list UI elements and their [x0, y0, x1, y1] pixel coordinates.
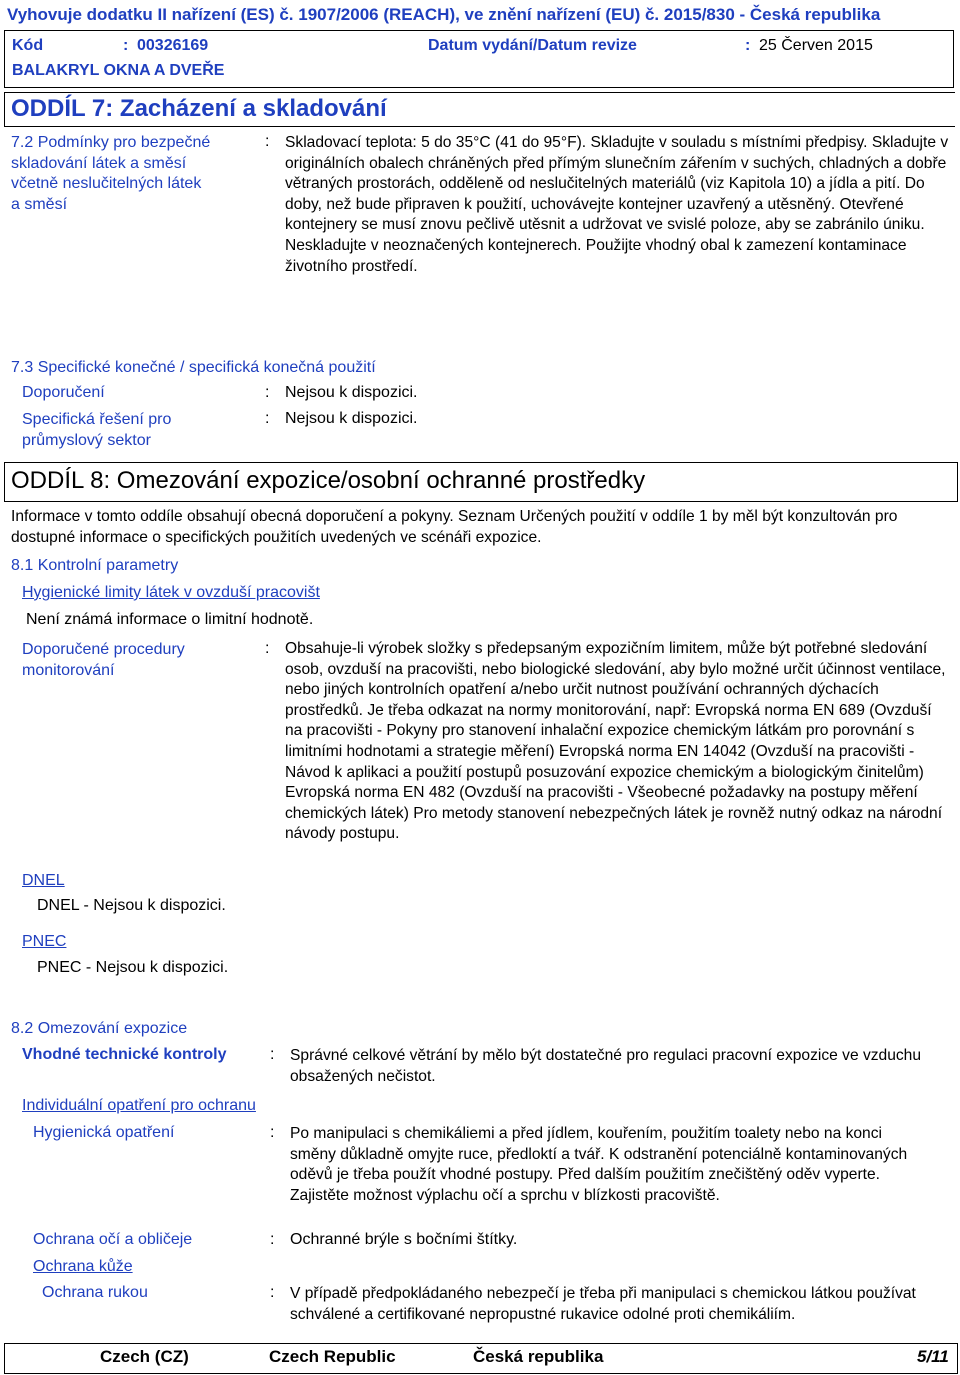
- skin-protection-heading: Ochrana kůže: [33, 1258, 133, 1275]
- footer-country: Czech Republic: [269, 1347, 396, 1366]
- storage-conditions-text: Skladovací teplota: 5 do 35°C (41 do 95°F). Skladujte v souladu s místními předpisy. Skladujte v originálních obalech chráněných před přímým slunečním zářením v suchých, chladných a dobře větraných prostorách, odděleně od neslučitelných materiálů (viz Kapitola 10) a jídla a pití. Do doby, než bude připraven k použití, uchovávejte kontejner uzavřený a utěsněný. Otevřené kontejnery se musí znovu pečlivě utěsnit a udržovat ve svislé poloze, aby se zabránilo úniku. Neskladujte v neoznačených kontejnerech. Použijte vhodný obal k zamezení kontaminace životního prostředí.: [285, 134, 949, 275]
- pnec-text: PNEC - Nejsou k dispozici.: [37, 959, 229, 976]
- colon: :: [265, 133, 270, 150]
- section-8-title: ODDÍL 8: Omezování expozice/osobní ochranné prostředky: [11, 467, 646, 494]
- section-8-1-heading: 8.1 Kontrolní parametry: [11, 557, 179, 574]
- date-colon: :: [745, 37, 751, 54]
- engineering-controls-label: Vhodné technické kontroly: [22, 1046, 227, 1063]
- section-7-3-heading: 7.3 Specifické konečné / specifická konečná použití: [11, 359, 376, 376]
- hygiene-limits-heading: Hygienické limity látek v ovzduší pracovišt: [22, 584, 320, 601]
- recommendation-value: Nejsou k dispozici.: [285, 384, 418, 401]
- colon: :: [265, 640, 270, 657]
- monitoring-label: [22, 640, 185, 681]
- pnec-heading: PNEC: [22, 933, 67, 950]
- engineering-controls-text: Správné celkové větrání by mělo být dostatečné pro regulaci pracovní expozice ve vzduchu obsažených nečistot.: [290, 1047, 922, 1085]
- section-8-2-heading: 8.2 Omezování expozice: [11, 1020, 188, 1037]
- recommendation-label: Doporučení: [22, 384, 105, 401]
- colon: :: [265, 410, 270, 427]
- colon: :: [270, 1284, 275, 1301]
- code-label: Kód: [12, 37, 44, 54]
- hand-protection-label: Ochrana rukou: [42, 1284, 148, 1301]
- date-value: 25 Červen 2015: [759, 37, 873, 54]
- code-value: 00326169: [137, 37, 209, 54]
- eye-protection-text: Ochranné brýle s bočními štítky.: [290, 1231, 518, 1248]
- label-line: včetně neslučitelných látek: [11, 175, 202, 192]
- colon: :: [265, 384, 270, 401]
- label-line: 7.2 Podmínky pro bezpečné: [11, 134, 211, 151]
- individual-protection-heading: Individuální opatření pro ochranu: [22, 1097, 256, 1114]
- colon: :: [270, 1124, 275, 1141]
- page-number: 5/11: [917, 1347, 949, 1366]
- label-line: a směsí: [11, 195, 68, 213]
- label-line: monitorování: [22, 661, 115, 679]
- code-colon: :: [123, 37, 129, 54]
- section-7-title: ODDÍL 7: Zacházení a skladování: [11, 95, 387, 122]
- regulation-bar: [0, 0, 960, 30]
- footer-country-local: Česká republika: [473, 1347, 604, 1366]
- dnel-text: DNEL - Nejsou k dispozici.: [37, 897, 226, 914]
- label-line: Doporučené procedury: [22, 641, 185, 658]
- colon: :: [270, 1231, 275, 1248]
- label-line: skladování látek a směsí: [11, 154, 187, 172]
- monitoring-text: Obsahuje-li výrobek složky s předepsaným expozičním limitem, může být potřebné sledování osob, ovzduší na pracovišti, nebo biologické sledování, aby bylo možné určit účinnost ventilace, nebo jiných kontrolních opatření a/nebo určit nutnost používání ochranných dýchacích prostředků. Je třeba odkazat na normy monitorování, např: Evropská norma EN 689 (Ovzduší na pracovišti - Pokyny pro stanovení inhalační expozice chemickým látkám pro porovnání s limitními hodnotami a strategie měření) Evropská norma EN 14042 (Ovzduší na pracovišti - Návod k aplikaci a použití postupů posuzování expozice chemickým a biologickým činitelům) Evropská norma EN 482 (Ovzduší na pracovišti - Všeobecné požadavky na postupy měření chemických látek) Pro metody stanovení nebezpečných látek je rovněž nutný odkaz na národní návody postupu.: [285, 640, 946, 843]
- footer-language: Czech (CZ): [100, 1347, 189, 1366]
- industrial-solutions-value: Nejsou k dispozici.: [285, 410, 418, 427]
- hand-protection-text: V případě předpokládaného nebezpečí je třeba při manipulaci s chemickou látkou používat schválené a certifikované nepropustné rukavice odolné proti chemikáliím.: [290, 1285, 916, 1323]
- storage-conditions-label: [11, 133, 210, 215]
- hygiene-measures-text: Po manipulaci s chemikáliemi a před jídlem, kouřením, použitím toalety nebo na konci směny důkladně omyjte ruce, předloktí a tvář. K odstranění potenciálně kontaminovaných oděvů je třeba použít vhodné postupy. Před dalším použitím znečištěný oděv vyperte. Zajistěte možnost výplachu očí a sprchu v blízkosti pracoviště.: [290, 1125, 908, 1204]
- colon: :: [270, 1046, 275, 1063]
- label-line: průmyslový sektor: [22, 431, 151, 449]
- industrial-solutions-label: [22, 410, 171, 451]
- regulation-title: Vyhovuje dodatku II nařízení (ES) č. 1907/2006 (REACH), ve znění nařízení (EU) č. 2015/830 - Česká republika: [7, 5, 881, 24]
- section-8-intro: Informace v tomto oddíle obsahují obecná doporučení a pokyny. Seznam Určených použití v oddíle 1 by měl být konzultován pro dostupné informace o specifických použitích uvedených ve scénáři expozice.: [11, 508, 898, 546]
- hygiene-measures-label: Hygienická opatření: [33, 1124, 175, 1141]
- label-line: Specifická řešení pro: [22, 411, 172, 428]
- eye-protection-label: Ochrana očí a obličeje: [33, 1231, 193, 1248]
- dnel-heading: DNEL: [22, 872, 65, 889]
- hygiene-limits-text: Není známá informace o limitní hodnotě.: [26, 611, 314, 628]
- date-label: Datum vydání/Datum revize: [428, 37, 637, 54]
- product-name: BALAKRYL OKNA A DVEŘE: [12, 62, 225, 79]
